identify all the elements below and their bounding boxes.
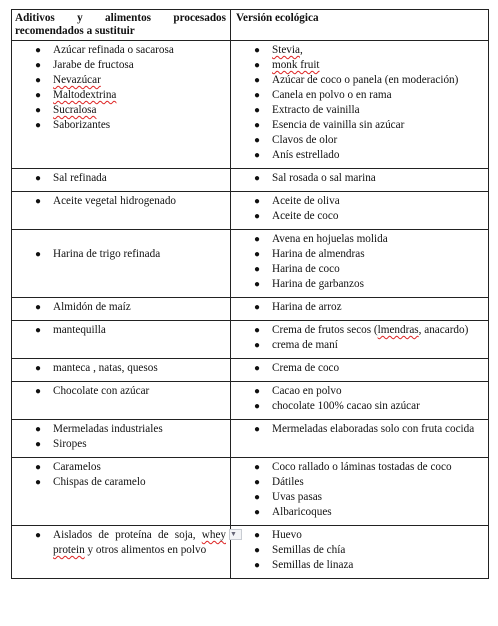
bullet-icon: ● [35, 105, 42, 116]
bullet-icon: ● [35, 386, 42, 397]
bullet-icon: ● [35, 60, 42, 71]
item-text: Crema de frutos secos ( [272, 324, 378, 336]
table-row [12, 382, 489, 420]
bullet-icon: ● [254, 302, 261, 313]
list-item [12, 43, 226, 58]
bullet-icon: ● [254, 60, 261, 71]
list-item [12, 103, 226, 118]
left-list [12, 422, 226, 452]
item-text: Harina de arroz [272, 301, 342, 313]
eco-cell [231, 420, 489, 458]
item-text: Nevazúcar [53, 74, 101, 86]
bullet-icon: ● [35, 249, 42, 260]
bullet-icon: ● [254, 424, 261, 435]
bullet-icon: ● [254, 492, 261, 503]
right-list [231, 194, 484, 224]
bullet-icon: ● [35, 439, 42, 450]
item-text: Harina de coco [272, 263, 340, 275]
bullet-icon: ● [254, 211, 261, 222]
list-item [231, 323, 484, 338]
left-list [12, 300, 226, 315]
right-list [231, 323, 484, 353]
list-item [231, 475, 484, 490]
list-item [12, 73, 226, 88]
list-item [231, 399, 484, 414]
bullet-icon: ● [254, 477, 261, 488]
item-text: Semillas de chía [272, 544, 346, 556]
list-item [231, 194, 484, 209]
processed-cell [12, 526, 237, 579]
bullet-icon: ● [35, 477, 42, 488]
bullet-icon: ● [254, 507, 261, 518]
item-text: Coco rallado o láminas tostadas de coco [272, 461, 452, 473]
bullet-icon: ● [254, 150, 261, 161]
item-text: Uvas pasas [272, 491, 323, 503]
bullet-icon: ● [254, 363, 261, 374]
item-text: Aceite vegetal hidrogenado [53, 195, 177, 207]
processed-cell [12, 359, 231, 382]
bullet-icon: ● [254, 401, 261, 412]
bullet-icon: ● [254, 560, 261, 571]
list-item [12, 194, 226, 209]
list-item [231, 460, 484, 475]
item-text: Sal refinada [53, 172, 107, 184]
processed-cell [12, 192, 231, 230]
spellcheck-word: whey protein [53, 529, 226, 556]
list-item [231, 171, 484, 186]
right-list [231, 171, 484, 186]
bullet-icon: ● [254, 234, 261, 245]
bullet-icon: ● [35, 530, 42, 541]
item-suffix: , [299, 44, 303, 56]
bullet-icon: ● [254, 340, 261, 351]
right-list [231, 460, 484, 520]
left-list [12, 460, 226, 490]
list-item [12, 300, 226, 315]
list-item [231, 232, 484, 247]
bullet-icon: ● [254, 279, 261, 290]
eco-cell [231, 298, 489, 321]
eco-cell [231, 192, 489, 230]
item-text: Caramelos [53, 461, 101, 473]
bullet-icon: ● [254, 462, 261, 473]
autocorrect-dropdown-icon[interactable]: ▼ [229, 529, 242, 540]
eco-cell [231, 321, 489, 359]
item-text: Anís estrellado [272, 149, 340, 161]
item-text: Saborizantes [53, 119, 111, 131]
right-list [231, 384, 484, 414]
table-row [12, 192, 489, 230]
list-item [12, 247, 226, 262]
item-text: crema de maní [272, 339, 338, 351]
list-item [231, 384, 484, 399]
right-list [231, 528, 484, 573]
processed-cell [12, 321, 231, 359]
list-item [12, 528, 237, 558]
eco-cell [231, 458, 489, 526]
bullet-icon: ● [35, 462, 42, 473]
list-item [231, 148, 484, 163]
list-item [231, 133, 484, 148]
processed-cell [12, 230, 231, 298]
bullet-icon: ● [35, 302, 42, 313]
table-row [12, 359, 489, 382]
processed-cell [12, 420, 231, 458]
bullet-icon: ● [254, 120, 261, 131]
list-item [231, 262, 484, 277]
table-body [12, 41, 489, 579]
list-item [231, 277, 484, 292]
list-item [12, 171, 226, 186]
item-text: mantequilla [53, 324, 106, 336]
right-list [231, 232, 484, 292]
list-item [231, 422, 484, 437]
left-list [12, 361, 226, 376]
list-item [12, 437, 226, 452]
list-item [231, 361, 484, 376]
item-text: Harina de garbanzos [272, 278, 364, 290]
right-list [231, 300, 484, 315]
item-text: Dátiles [272, 476, 304, 488]
left-list [12, 384, 226, 399]
item-text: Cacao en polvo [272, 385, 342, 397]
list-item [231, 505, 484, 520]
list-item [12, 384, 226, 399]
table-row [12, 230, 489, 298]
list-item [12, 460, 226, 475]
list-item [12, 88, 226, 103]
bullet-icon: ● [35, 196, 42, 207]
left-list [12, 528, 237, 558]
item-text: Mermeladas industriales [53, 423, 163, 435]
right-list [231, 361, 484, 376]
item-text: Clavos de olor [272, 134, 338, 146]
list-item [231, 103, 484, 118]
substitution-table [11, 9, 489, 579]
list-item [12, 118, 226, 133]
item-text: chocolate 100% cacao sin azúcar [272, 400, 420, 412]
list-item [231, 58, 484, 73]
item-text: Sucralosa [53, 104, 97, 116]
item-text: Siropes [53, 438, 87, 450]
right-list [231, 43, 484, 163]
item-text: Chispas de caramelo [53, 476, 146, 488]
processed-cell [12, 382, 231, 420]
header-processed-additives: Aditivos y alimentos procesados recomendados a sustituir [12, 10, 231, 41]
bullet-icon: ● [254, 173, 261, 184]
item-text: Esencia de vainilla sin azúcar [272, 119, 405, 131]
item-text: Aceite de oliva [272, 195, 340, 207]
item-text-continued: y otros alimentos en polvo [84, 544, 207, 556]
bullet-icon: ● [254, 530, 261, 541]
bullet-icon: ● [254, 90, 261, 101]
list-item [231, 558, 484, 573]
list-item [231, 247, 484, 262]
item-text: Crema de coco [272, 362, 340, 374]
item-text: Stevia [272, 44, 300, 56]
bullet-icon: ● [254, 325, 261, 336]
item-text: monk fruit [272, 59, 320, 71]
eco-cell [231, 230, 489, 298]
list-item [12, 232, 226, 247]
item-text: Chocolate con azúcar [53, 385, 150, 397]
list-item [12, 475, 226, 490]
bullet-icon: ● [35, 363, 42, 374]
list-item [231, 528, 484, 543]
table-row [12, 41, 489, 169]
eco-cell [231, 169, 489, 192]
table-row [12, 458, 489, 526]
eco-cell [231, 382, 489, 420]
left-list [12, 232, 226, 262]
right-list [231, 422, 484, 437]
item-text: Maltodextrina [53, 89, 117, 101]
bullet-icon: ● [254, 249, 261, 260]
item-text: Harina de trigo refinada [53, 248, 161, 260]
item-text: Harina de almendras [272, 248, 365, 260]
bullet-icon: ● [254, 545, 261, 556]
item-text: Huevo [272, 529, 302, 541]
table-row [12, 298, 489, 321]
item-text: Aislados de proteína de soja, [53, 529, 202, 541]
left-list [12, 43, 226, 133]
eco-cell [231, 41, 489, 169]
header-eco-version: Versión ecológica [231, 10, 489, 41]
list-item [231, 490, 484, 505]
eco-cell [231, 359, 489, 382]
item-text: Azúcar refinada o sacarosa [53, 44, 174, 56]
item-text: Extracto de vainilla [272, 104, 360, 116]
bullet-icon: ● [35, 325, 42, 336]
table-header-row [12, 10, 489, 41]
list-item [231, 338, 484, 353]
bullet-icon: ● [35, 45, 42, 56]
item-text: manteca , natas, quesos [53, 362, 158, 374]
item-text: Mermeladas elaboradas solo con fruta cocida [272, 423, 475, 435]
item-text: Jarabe de fructosa [53, 59, 134, 71]
item-text: Avena en hojuelas molida [272, 233, 388, 245]
table-row [12, 420, 489, 458]
bullet-icon: ● [254, 264, 261, 275]
bullet-icon: ● [254, 105, 261, 116]
table-row [12, 526, 489, 579]
bullet-icon: ● [254, 75, 261, 86]
processed-cell [12, 458, 231, 526]
bullet-icon: ● [35, 120, 42, 131]
list-item [231, 543, 484, 558]
bullet-icon: ● [35, 424, 42, 435]
list-item [231, 118, 484, 133]
processed-cell [12, 298, 231, 321]
item-text: Aceite de coco [272, 210, 339, 222]
left-list [12, 194, 226, 209]
list-item [231, 43, 484, 58]
eco-cell [231, 526, 489, 579]
item-text: Azúcar de coco o panela (en moderación) [272, 74, 459, 86]
table-row [12, 321, 489, 359]
list-item [231, 300, 484, 315]
list-item [12, 361, 226, 376]
left-list [12, 171, 226, 186]
list-item [231, 88, 484, 103]
item-text: Semillas de linaza [272, 559, 354, 571]
list-item [231, 73, 484, 88]
list-item [231, 209, 484, 224]
bullet-icon: ● [35, 75, 42, 86]
item-text-continued: , anacardo) [418, 324, 469, 336]
item-text: Sal rosada o sal marina [272, 172, 376, 184]
item-text: Almidón de maíz [53, 301, 131, 313]
bullet-icon: ● [254, 196, 261, 207]
bullet-icon: ● [35, 173, 42, 184]
document-page [11, 9, 488, 579]
processed-cell [12, 41, 231, 169]
bullet-icon: ● [254, 45, 261, 56]
list-item [12, 58, 226, 73]
processed-cell [12, 169, 231, 192]
item-text: Canela en polvo o en rama [272, 89, 392, 101]
list-item [12, 323, 226, 338]
spellcheck-word: lmendras [377, 324, 419, 336]
bullet-icon: ● [35, 90, 42, 101]
left-list [12, 323, 226, 338]
bullet-icon: ● [254, 135, 261, 146]
table-row [12, 169, 489, 192]
item-text: Albaricoques [272, 506, 332, 518]
list-item [12, 422, 226, 437]
bullet-icon: ● [254, 386, 261, 397]
